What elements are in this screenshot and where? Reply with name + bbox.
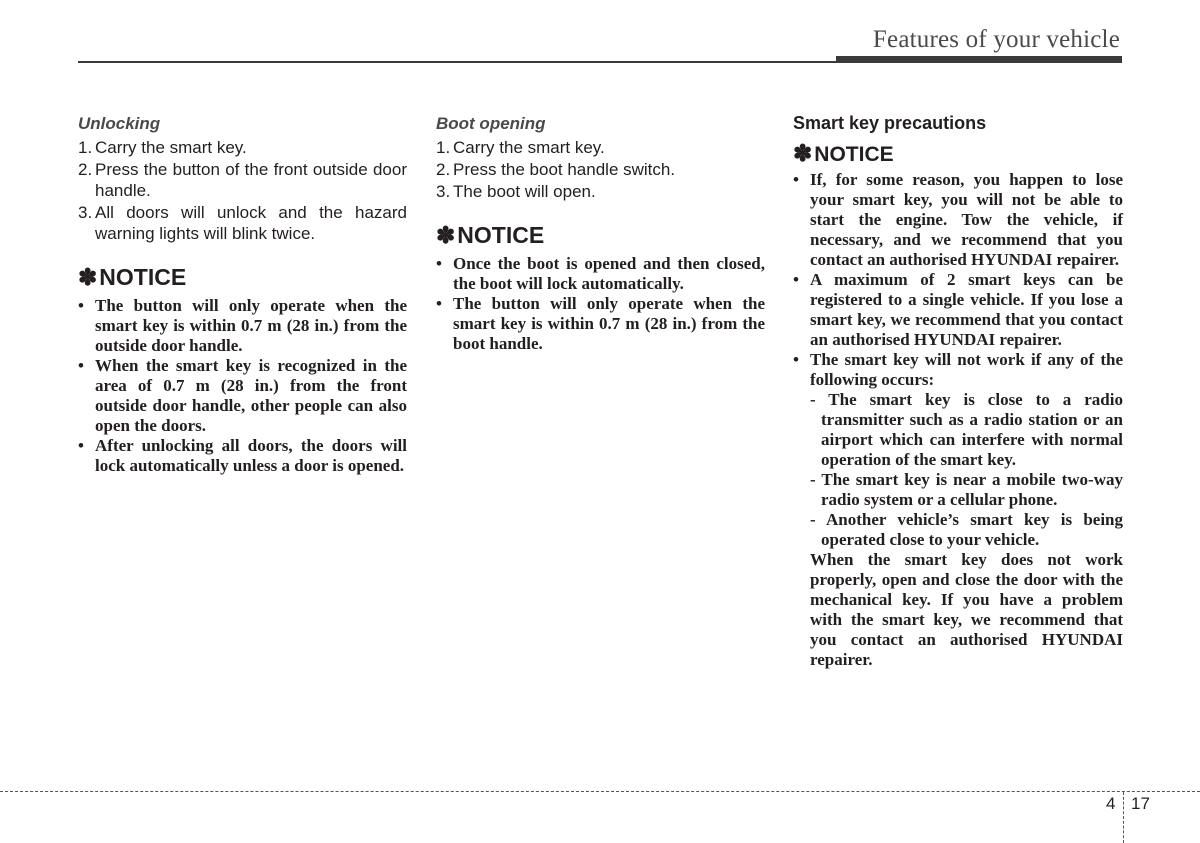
- column-boot-opening: [436, 112, 765, 354]
- page-number: 17: [1131, 794, 1150, 813]
- step-item: 1. Carry the smart key.: [78, 138, 247, 157]
- page-header-title: Features of your vehicle: [872, 26, 1120, 53]
- notice-bullet: • A maximum of 2 smart keys can be registered to a single vehicle. If you lose a smart key, we recommend that you contact an authorised HYUNDAI repairer.: [793, 270, 1123, 349]
- notice-bullet: • The button will only operate when the smart key is within 0.7 m (28 in.) from the boot handle.: [436, 294, 765, 353]
- section-heading-boot-opening: Boot opening: [436, 114, 546, 133]
- notice-tail-paragraph: When the smart key does not work properly, open and close the door with the mechanical key. If you have a problem with the smart key, we recommend that you contact an authorised HYUNDAI repairer.: [810, 550, 1123, 669]
- step-item: 3. The boot will open.: [436, 182, 596, 201]
- notice-star-icon: ✽: [793, 140, 813, 166]
- notice-star-icon: ✽: [78, 264, 98, 290]
- unlocking-steps: [78, 137, 407, 244]
- notice-bullets: [78, 296, 407, 476]
- footer-divider: [1123, 792, 1124, 843]
- notice-sub-item: - Another vehicle’s smart key is being operated close to your vehicle.: [810, 510, 1123, 549]
- step-item: 2. Press the button of the front outside door handle.: [78, 160, 407, 200]
- notice-bullet: • After unlocking all doors, the doors will lock automatically unless a door is opened.: [78, 436, 407, 475]
- section-heading-precautions: Smart key precautions: [793, 113, 987, 133]
- notice-sub-list: [810, 390, 1123, 550]
- step-item: 1. Carry the smart key.: [436, 138, 605, 157]
- chapter-number: 4: [1106, 794, 1116, 813]
- notice-star-icon: ✽: [436, 222, 456, 248]
- column-smart-key-precautions: [793, 112, 1123, 670]
- step-item: 3. All doors will unlock and the hazard warning lights will blink twice.: [78, 203, 407, 243]
- notice-bullets: [793, 170, 1123, 670]
- notice-bullet: • Once the boot is opened and then closed, the boot will lock automatically.: [436, 254, 765, 293]
- notice-bullet: • The button will only operate when the smart key is within 0.7 m (28 in.) from the outside door handle.: [78, 296, 407, 355]
- column-unlocking: [78, 112, 407, 476]
- section-heading-unlocking: Unlocking: [78, 114, 161, 133]
- notice-sub-item: - The smart key is close to a radio transmitter such as a radio station or an airport which can interfere with normal operation of the smart key.: [810, 390, 1123, 469]
- header-rule-accent: [836, 56, 1122, 63]
- notice-bullets: [436, 254, 765, 354]
- step-item: 2. Press the boot handle switch.: [436, 160, 676, 179]
- notice-sub-item: - The smart key is near a mobile two-way radio system or a cellular phone.: [810, 470, 1123, 509]
- notice-heading: ✽NOTICE: [793, 140, 894, 166]
- notice-bullet: • If, for some reason, you happen to lose your smart key, you will not be able to start the engine. Tow the vehicle, if necessary, and we recommend that you contact an authorised HYUNDAI repairer.: [793, 170, 1123, 269]
- boot-steps: [436, 137, 765, 202]
- footer-rule: [0, 791, 1200, 792]
- notice-bullet: • When the smart key is recognized in the area of 0.7 m (28 in.) from the front outside door handle, other people can also open the doors.: [78, 356, 407, 435]
- header-rule: [78, 61, 838, 63]
- notice-heading: ✽NOTICE: [436, 222, 545, 248]
- notice-heading: ✽NOTICE: [78, 264, 187, 290]
- notice-bullet: • The smart key will not work if any of the following occurs: - The smart key is close to a radio transmitter such as a radio station or an airport which can interfere with normal operation of the smart key. - The smart key is near a mobile two-way radio system or a cellular phone. - Another vehicle’s smart key is being operated close to your vehicle. When the smart key does not work properly, open and close the door with the mechanical key. If you have a problem with the smart key, we recommend that you contact an authorised HYUNDAI repairer.: [793, 350, 1123, 669]
